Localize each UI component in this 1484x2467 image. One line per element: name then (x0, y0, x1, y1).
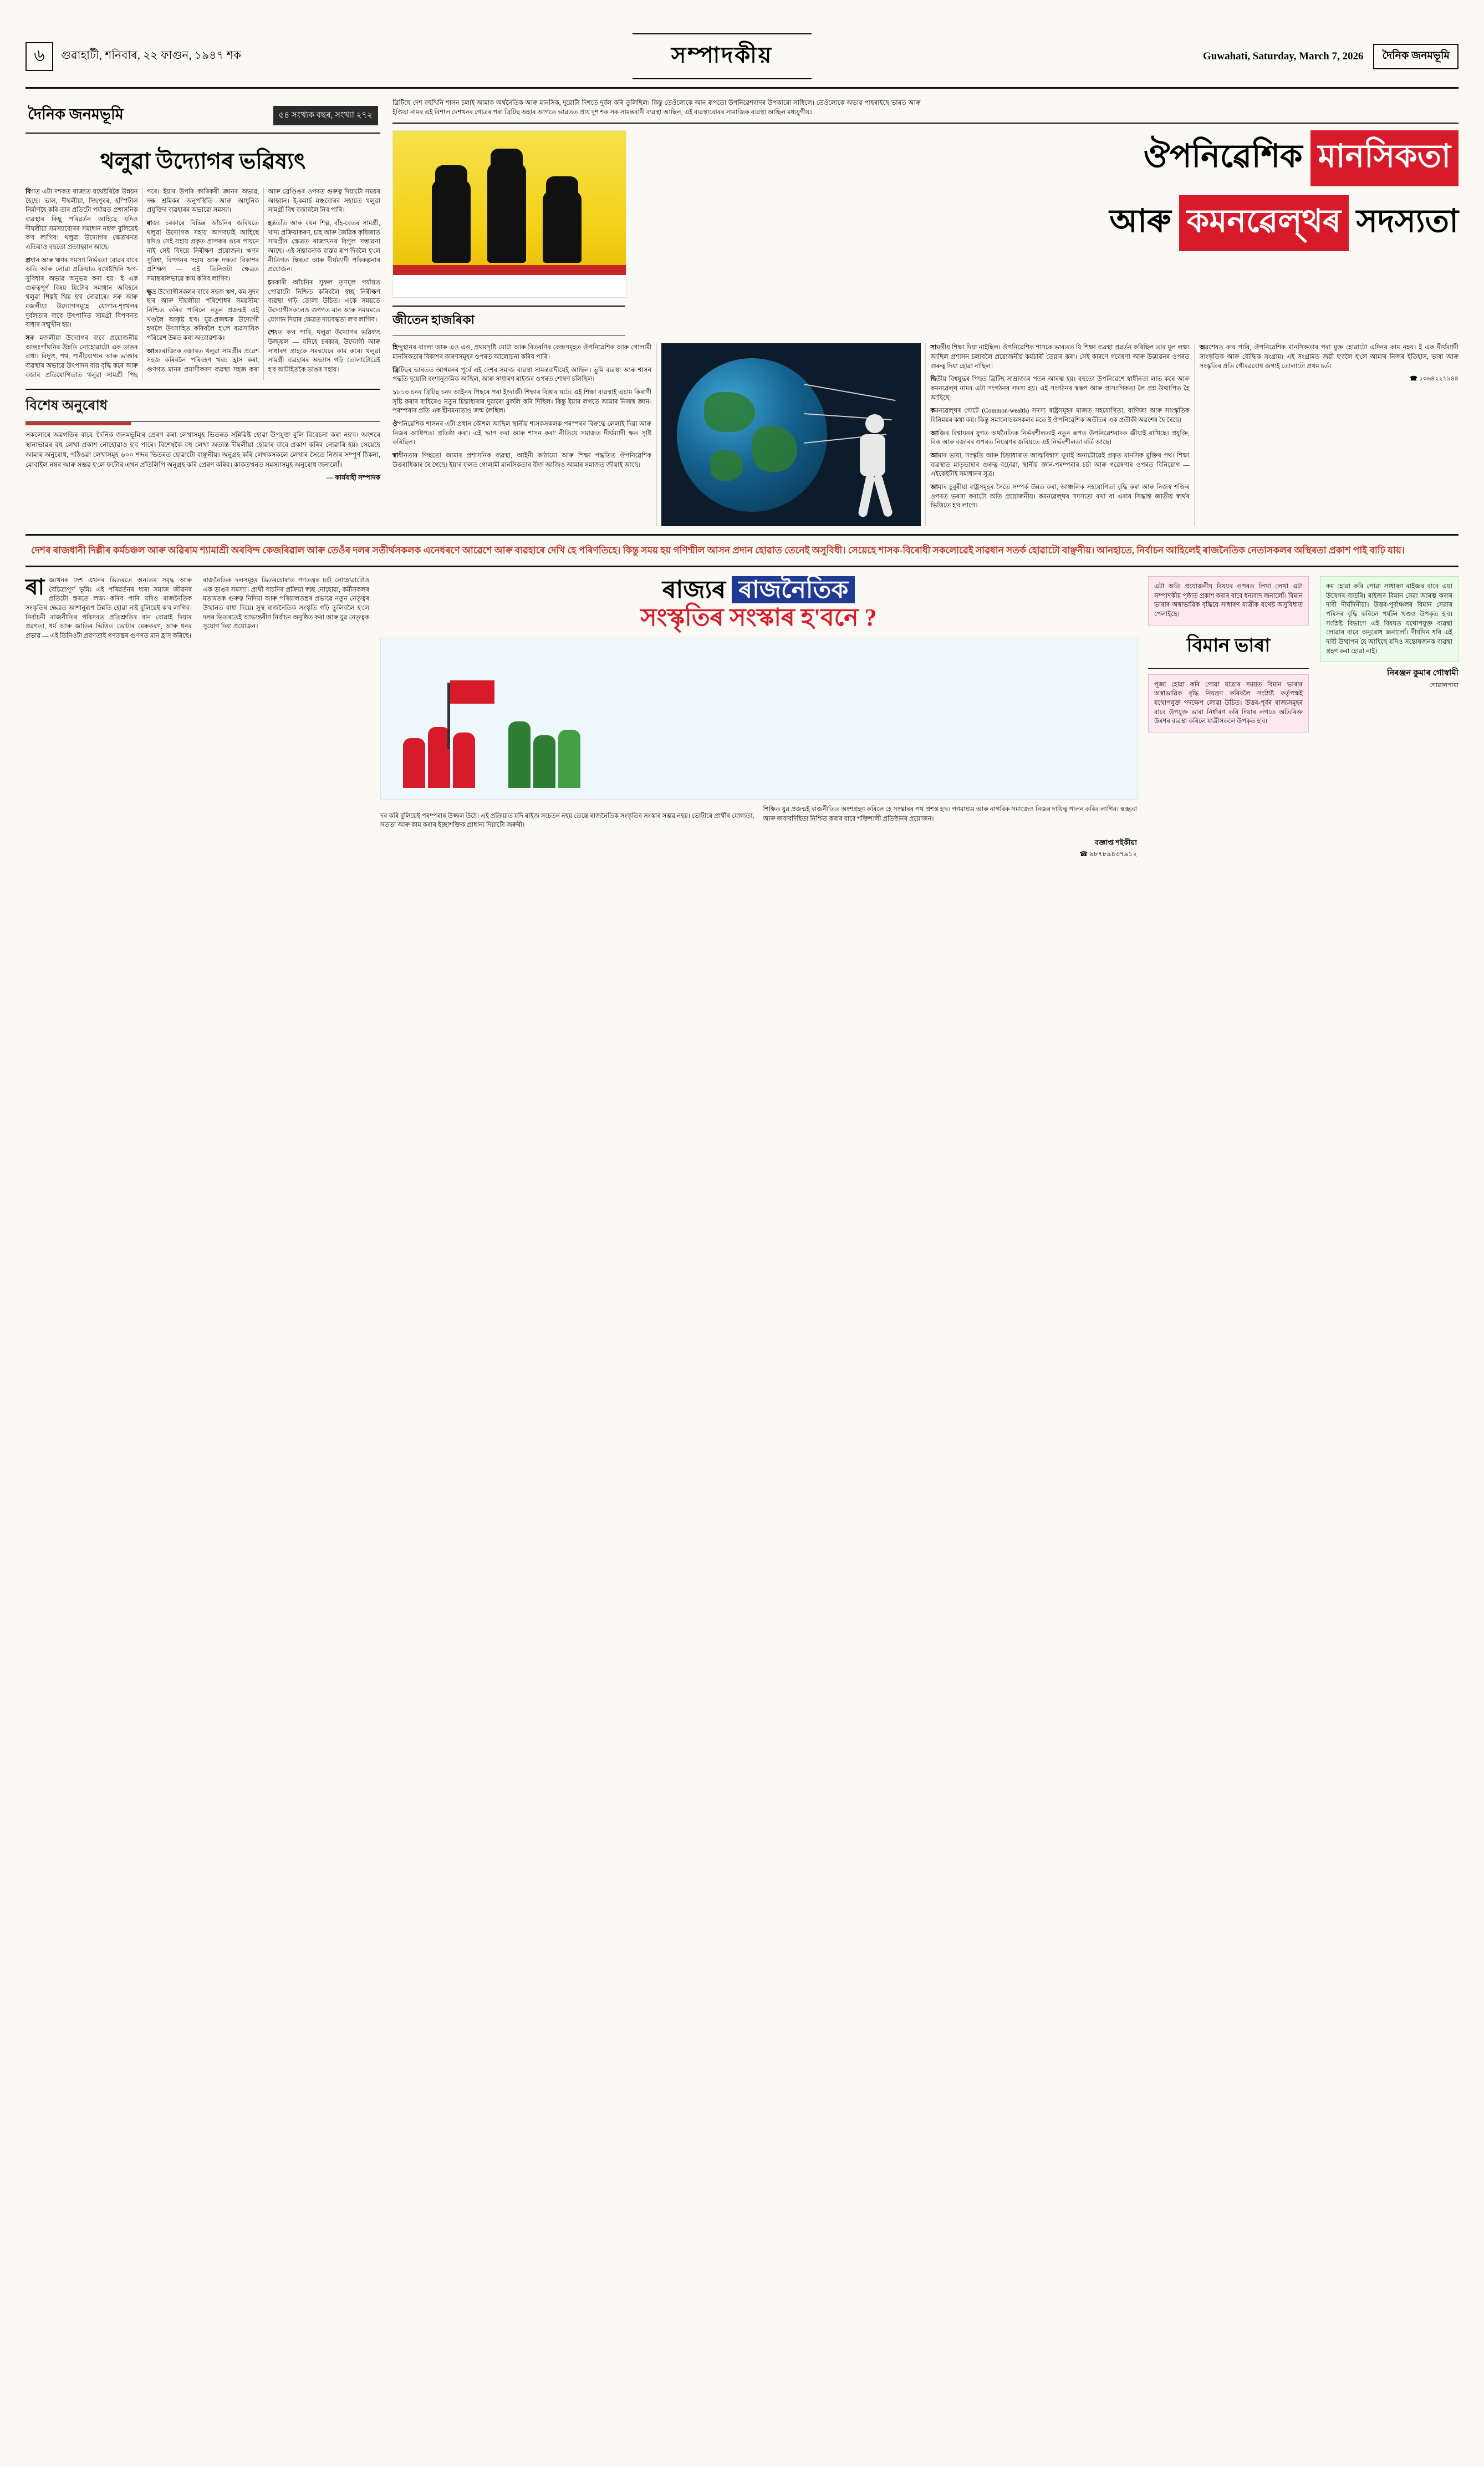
main-article-body (392, 343, 1458, 526)
article-paragraph: ঔপনিৱেশিক শাসনৰ এটা প্ৰধান কৌশল আছিল স্থানীয় শাসকসকলক পৰস্পৰৰ বিৰুদ্ধে লেলাই দিয়া আৰু নিজৰ আধিপত্য প্ৰতিষ্ঠা কৰা। এই 'ভাগ কৰা আৰু শাসন কৰা' নীতিয়ে সমাজত দীৰ্ঘম্যাদী ক্ষত সৃষ্টি কৰিছিল। (392, 421, 652, 446)
masthead-right (1203, 44, 1458, 69)
editorial-paragraph: প্ৰধান আৰু ঋণৰ সমস্যা নিৰ্ভৰতা বোৱৰ বাবে অতি আৰু লোৱা প্ৰক্ৰিয়াত যথেষ্টখিনি ঋণ-সুবিধাৰ অভাৱ অনুভৱ কৰা হয়। ই এক গুৰুত্বপূৰ্ণ বিষয় যিটোৰ সমাধান অবিহনে থলুৱা শিল্পই থিয় হ'ব নোৱাৰে। সৰু আৰু মজলীয়া উদ্যোগসমূহে যোগান-শৃংখলৰ দুৰ্বলতাৰ বাবে উৎপাদিত সামগ্ৰী বিপণনত বাধাৰ সন্মুখীন হয়। (26, 257, 138, 329)
feature-column (392, 99, 1458, 526)
feature-title-highlight: ৰাজনৈতিক (732, 576, 855, 603)
paper-identity-bar (26, 99, 380, 134)
bottom-section (26, 576, 1458, 861)
bottom-article-b (203, 576, 369, 861)
editorial-paragraph: হস্ততাঁত আৰু বয়ন শিল্প, বাঁহ-বেতৰ সামগ্ৰী, খাদ্য প্ৰক্ৰিয়াকৰণ, চাহ আৰু জৈৱিক কৃষিজাত সামগ্ৰীৰ ক্ষেত্ৰত ৰাজ্যখনৰ বিপুল সম্ভাৱনা আছে। এই সম্ভাৱনাক বাস্তৱ ৰূপ দিবলৈ হ'লে নীতিগত স্থিৰতা আৰু দীৰ্ঘম্যাদী পৰিকল্পনাৰ প্ৰয়োজন। (268, 220, 380, 273)
special-request-sign: — কাৰ্যবাহী সম্পাদক (327, 474, 380, 482)
letters-column-2 (1320, 576, 1458, 861)
special-request-body: সকলোৰে অৱগতিৰ বাবে 'দৈনিক জনমভূমি'ৰ প্ৰেৰণ কৰা লেখাসমূহ ভিতৰত সন্নিৱিষ্ট হোৱা উপযুক্ত বুলি বিবেচনা কৰা নহ'ব। অংশৰে স্থানাভাৱৰ বহু লেখা প্ৰকাশ নোহোৱাও হ'ব পাৰে। বিশেষকৈ বহু লেখা অত্যন্ত দীঘলীয়া হোৱাৰ বাবে প্ৰকাশ কৰিব নোৱাৰি হয়। সেয়েহে আমাৰ অনুৰোধ, পঠিওৱা লেখাসমূহ ৬০০ শব্দৰ ভিতৰত হোৱাটো বাঞ্ছনীয়। অনুগ্ৰহ কৰি লেখকসকলে লেখাৰ সৈতে নিজৰ সম্পূৰ্ণ ঠিকনা, মোবাইল নম্বৰ আৰু সম্ভৱ হ'লে ফটোৰ এখন প্ৰতিলিপি অনুগ্ৰহ কৰি প্ৰেৰণ কৰিব। কাকতখনত সমস্যাসমূহ অনুৰোধ জনালোঁ। (26, 431, 380, 469)
article-paragraph: ব্ৰিটিছৰ ভাৰতত আগমনৰ পূৰ্বে এই দেশৰ সমাজ ব্যৱস্থা সামন্তবাদীয়েই আছিল। ভূমি ব্যৱস্থা আৰু শাসন পদ্ধতি দুয়োটা বংশানুক্ৰমিক আছিল, আৰু সাধাৰণ ৰাইজৰ ওপৰত শোষণ চলিছিল। (392, 367, 652, 383)
highlight-banner (26, 534, 1458, 567)
editorial-paragraph: চৰকাৰী আঁচনিৰ সুফল তৃণমূল পৰ্যায়ত পোৱাটো নিশ্চিত কৰিবলৈ স্বচ্ছ নিৰীক্ষণ ব্যৱস্থা গঢ়ি তোলা উচিত। একে সময়তে উদ্যোগীসকলেও গুণগত মান আৰু সময়মতে যোগান দিয়াৰ ক্ষেত্ৰত দায়বদ্ধতা ল'ব লাগিব। (268, 279, 380, 323)
globe-chained-illustration (661, 343, 920, 526)
feature-author: বজ্ঞাপ্ত শইকীয়া (1094, 838, 1137, 847)
top-strip-text: ব্ৰিটিছে দেশ বহুখিনি শাসন চলাই আমাক অৰ্থনৈতিক আৰু মানসিক, দুয়োটা দিশতে দুৰ্বল কৰি তুলিছিল। কিন্তু তেওঁলোকে আন ৰূপতো উপনিৱেশবাদৰ উপকাৰো সাধিলে। তেওঁলোকে অভাৱ পাহৰাইছে ভাৰত আৰু ইণ্ডিয়া নামৰ এই বিশাল দেশখনৰ গোত্ৰৰ পৰা ব্ৰিটিছ অহাৰ আগতে ভাৱতত প্ৰায় দুশ শক সক সামন্তবাদী ব্যৱস্থা আছিল, এই ব্যৱস্থাবোৰৰ সামাজিক ব্যৱস্থা আছিল মধ্যযুগীয়। (392, 99, 1458, 124)
hero-block (392, 130, 1458, 298)
letter2-body: কম হোৱা কৰি পোৱা সাধাৰণ ৰাইজৰ বাবে এয়া উদ্বেগৰ বাতৰি। ৰাইজৰ বিমান সেৱা আৰম্ভ কৰাৰ দাবী দীৰ্ঘদিনীয়া। উত্তৰ-পূৰ্বাঞ্চলৰ বিমান সেৱাৰ পৰিসৰ বৃদ্ধি কৰিলে পৰ্যটন খণ্ডও উপকৃত হ'ব। সংশ্লিষ্ট বিভাগে এই বিষয়ত যথোপযুক্ত ব্যৱস্থা লোৱাৰ বাবে অনুৰোধ জনালোঁ। দীৰ্ঘদিন ধৰি এই দাবী উত্থাপন হৈ আহিছে যদিও সন্তোষজনক ব্যৱস্থা গ্ৰহণ কৰা হোৱা নাই। (1320, 576, 1458, 662)
letter2-author: নিৰঞ্জন কুমাৰ গোস্বামী (1387, 669, 1458, 678)
bottom-article-a-text: জ্যখনৰ দেশ এখনৰ ভিতৰতে অন্যতম সমৃদ্ধ আৰু বৈচিত্ৰ্যপূৰ্ণ ভূমি। এই পৰিৱৰ্তনৰ ধাৰা সমাজ জীৱনৰ প্ৰতিটো স্তৰতে লক্ষ্য কৰিব পাৰি যদিও ৰাজনৈতিক সংস্কৃতিৰ ক্ষেত্ৰত আশানুৰূপ উন্নতি হোৱা নাই বুলিয়েই ক'ব লাগিব। নিৰ্বাচনী ৰাজনীতিৰ পৰিসৰত প্ৰতিশ্ৰুতিৰ বান বোৱাই দিয়াৰ প্ৰৱণতা, ধৰ্ম আৰু জাতিৰ ভিত্তিত ভোটাৰ মেৰুকৰণ, আৰু ধনৰ প্ৰভাৱ — এই তিনিওটা প্ৰৱণতাই গণতন্ত্ৰৰ গুণগত মান হ্ৰাস কৰিছে। (26, 577, 192, 639)
masthead-logo: দৈনিক জনমভূমি (1373, 44, 1458, 69)
protest-crowd-illustration (380, 638, 1138, 800)
article-paragraph: স্বাধীনতাৰ পিছতো আমাৰ প্ৰশাসনিক ব্যৱস্থা, আইনী কাঠামো আৰু শিক্ষা পদ্ধতিত ঔপনিৱেশিক উত্তৰাধিকাৰ ৰৈ গৈছে। ইয়াৰ ফলত গোলামী মানসিকতাৰ বীজ আজিও আমাৰ সমাজত জীয়াই আছে। (392, 452, 652, 469)
editorial-body (26, 187, 380, 380)
author-contact: ☎ ১৩৬৪২২৭৯৪৪ (1410, 375, 1458, 383)
page-number: ৬ (26, 42, 53, 71)
special-request-title: বিশেষ অনুৰোধ (26, 390, 380, 422)
drop-cap: ৰা (26, 574, 45, 599)
bottom-article-b-text: ৰাজনৈতিক দলসমূহৰ ভিতৰচোৰাত গণতন্ত্ৰৰ চৰ্চা নোহোৱাটোও এক ডাঙৰ সমস্যা। প্ৰাৰ্থী বাচনিৰ প্ৰক্ৰিয়া স্বচ্ছ নোহোৱা, কৰ্মীসকলৰ মতামতক গুৰুত্ব নিদিয়া আৰু পৰিয়ালতন্ত্ৰৰ প্ৰভাৱে নতুন নেতৃত্বৰ উত্থানত বাধা দিয়ে। সুস্থ ৰাজনৈতিক সংস্কৃতি গঢ়ি তুলিবলৈ হ'লে দলৰ ভিতৰতেই আভ্যন্তৰীণ নিৰ্বাচন অনুষ্ঠিত কৰা আৰু যুৱ নেতৃত্বক সুযোগ দিয়া প্ৰয়োজন। (203, 577, 369, 630)
pulling-figure (850, 412, 900, 512)
masthead-left (26, 42, 241, 71)
article-paragraph: আজিৰ বিশ্বায়নৰ যুগত অৰ্থনৈতিক নিৰ্ভৰশীলতাই নতুন ৰূপত উপনিৱেশবাদক জীয়াই ৰাখিছে। প্ৰযুক্তি, বিত্ত আৰু বজাৰৰ ওপৰত নিয়ন্ত্ৰণৰ জৰিয়তে এই নিৰ্ভৰশীলতা বৰ্তি আছে। (930, 430, 1190, 446)
letters-column (1148, 576, 1309, 861)
masthead (26, 33, 1458, 89)
editorial-paragraph: বিগত এটা দশকত ৰাজ্যত যথেষ্টৰিকৈ উন্নয়ন হৈছে। ভাল, দীঘলীয়া, দিছপুৰৰ, হস্পিটাল নিৰ্মাণহৈ কৰি তাৰ প্ৰতিটো পৰ্যায়ত প্ৰশাসনিক ব্যৱস্থাৰ কিছু পৰিৱৰ্তন আহিছে যদিও দীঘলীয়া সমস্যাবোৰৰ সমাধান নহ'ল বুলিয়েই ক'ব লাগিব। থলুৱা উদ্যোগৰ ক্ষেত্ৰখনত এতিয়াও বহুতো প্ৰত্যাহ্বান আছে। (26, 189, 138, 251)
editorial-paragraph: শেষত ক'ব পাৰি, থলুৱা উদ্যোগৰ ভৱিষ্যৎ উজ্জ্বল — যদিহে চৰকাৰ, উদ্যোগী আৰু সাধাৰণ গ্ৰাহকে সমন্বয়েৰে কাম কৰে। থলুৱা সামগ্ৰী ব্যৱহাৰৰ অভ্যাস গঢ়ি তোলাটোৱেই হ'ব আটাইতকৈ ডাঙৰ সহায়। (268, 329, 380, 374)
article-paragraph: সামন্তীয় শিক্ষা দিয়া নাইছিল। ঔপনিৱেশিক শাসকে ভাৰতত যি শিক্ষা ব্যৱস্থা প্ৰৱৰ্তন কৰিছিল তাৰ মূল লক্ষ্য আছিল প্ৰশাসন চলাবলৈ প্ৰয়োজনীয় কৰ্মচাৰী তৈয়াৰ কৰা। সেই কাৰণে গৱেষণা আৰু উদ্ভাৱনৰ ওপৰত গুৰুত্ব দিয়া হোৱা নাছিল। (930, 344, 1190, 370)
headline-highlight-2: কমনৱেল্থৰ (1179, 195, 1349, 251)
banner-text: দেশৰ ৰাজধানী দিল্লীৰ কৰ্মচঞ্চল আৰু অৱিৰাম শ্যামাশ্ৰী অৰবিন্দ কেজৰিৱাল আৰু তেওঁৰ দলৰ সতীৰ্থসকলক এনেধৰণে আৱেশে আৰু ব্যৱহাৰে দেখি হে পৰিণতিহে। কিন্তু সময় হয় গণিশ্মীল আসন প্ৰদান হোৱাত তেনেই অসুবিধী। সেয়েহে শাসক-বিৰোধী সকলোৱেই সাৱধান সতৰ্ক হোৱাটো বাঞ্ছনীয়। আনহাতে, নিৰ্বাচন আহিলেই ৰাজনৈতিক নেতাসকলৰ অস্থিৰতা প্ৰকাশ পাই বাঢ়ি যায়। (31, 545, 1405, 556)
letter-body: পূজা হোৱা কৰি পোৱা যাত্ৰাৰ সময়ত বিমান ভাৰাৰ অস্বাভাৱিক বৃদ্ধি নিয়ন্ত্ৰণ কৰিবলৈ সংশ্লিষ্ট কৰ্তৃপক্ষই যথোপযুক্ত পদক্ষেপ লোৱা উচিত। উত্তৰ-পূৰ্বৰ ৰাজ্যসমূহৰ বাবে উপযুক্ত ভাৰা নিৰ্ধাৰণ কৰি দিয়াৰ লগতে অতিৰিক্ত উৰণৰ ব্যৱস্থা কৰিলে যাত্ৰীসকলে উপকৃত হ'ব। (1148, 674, 1309, 733)
masthead-center (241, 33, 1203, 79)
feature-title-part1: ৰাজ্যৰ (662, 576, 726, 603)
feature-paragraph: শিক্ষিত যুৱ প্ৰজন্মই ৰাজনীতিত অংশগ্ৰহণ কৰিলে হে সংস্কাৰৰ পথ প্ৰশস্ত হ'ব। গণমাধ্যম আৰু নাগৰিক সমাজেও নিজৰ দায়িত্ব পালন কৰিব লাগিব। স্বচ্ছতা আৰু জবাবদিহিতা নিশ্চিত কৰাৰ বাবে শক্তিশালী প্ৰতিষ্ঠানৰ প্ৰয়োজন। (763, 806, 1137, 822)
bottom-article-a (26, 576, 192, 861)
editorial-paragraph: ৰাজ্য চৰকাৰে বিভিন্ন আঁচনিৰ জৰিয়তে থলুৱা উদ্যোগক সহায় আগবঢ়াই আহিছে যদিও সেই সহায় প্ৰকৃত প্ৰাপকৰ ওচৰ পায়নে নাই সেই বিষয়ে নিৰীক্ষণ প্ৰয়োজন। ঋণৰ সুবিধা, বিপণনৰ সহায় আৰু দক্ষতা বিকাশৰ প্ৰশিক্ষণ — এই তিনিওটা ক্ষেত্ৰত সমান্তৰালভাৱে কাম কৰিব লাগিব। (146, 220, 259, 283)
section-title: সম্পাদকীয় (633, 33, 812, 79)
letter2-place: গোৱালপাৰা (1429, 682, 1458, 689)
masthead-date-assamese: গুৱাহাটী, শনিবাৰ, ২২ ফাগুন, ১৯৪৭ শক (61, 49, 242, 62)
article-paragraph: দ্বিতীয় বিশ্বযুদ্ধৰ পিছত ব্ৰিটিছ সাম্ৰাজ্যৰ পতন আৰম্ভ হয়। বহুতো উপনিৱেশে স্বাধীনতা লাভ কৰে আৰু কমনৱেল্থ নামৰ এটা সংগঠনৰ সদস্য হয়। এই সংগঠনৰ স্বৰূপ আৰু প্ৰাসংগিকতা লৈ প্ৰশ্ন উত্থাপিত হৈ আহিছে। (930, 376, 1190, 401)
headline-part-3: সদস্যতা (1356, 203, 1458, 240)
divider (1148, 668, 1309, 669)
masthead-date-english: Guwahati, Saturday, March 7, 2026 (1203, 50, 1364, 62)
hero-headline (638, 130, 1458, 298)
editorial-paragraph: আন্তঃৰাজ্যিক বজাৰত থলুৱা সামগ্ৰীৰ প্ৰৱেশ সহজ কৰিবলৈ পৰিবহণ খৰচ হ্ৰাস কৰা, গুণগত মানৰ প্ৰমাণীকৰণ ব্যৱস্থা সহজ কৰা আৰু ব্ৰেণ্ডিঙৰ ওপৰত গুৰুত্ব দিয়াটো সময়ৰ আহ্বান। ই-কমাৰ্চ মঞ্চবোৰৰ সহায়ত থলুৱা সামগ্ৰী বিশ্ব বজাৰলৈ নিব পাৰি। (146, 189, 380, 374)
feature-body (380, 805, 1137, 833)
headline-part-1: ঔপনিৱেশিক (1143, 138, 1303, 175)
headline-highlight-1: মানসিকতা (1310, 130, 1458, 186)
editorial-paragraph: ক্ষুদ্ৰ উদ্যোগীসকলৰ বাবে সহজ ঋণ, কম সুদৰ হাৰ আৰু দীঘলীয়া পৰিশোধৰ সময়সীমা নিশ্চিত কৰিব পাৰিলে নতুন প্ৰজন্মই এই খণ্ডলৈ আকৃষ্ট হ'ব। যুৱ-প্ৰজন্মক উদ্যোগী হ'বলৈ উৎসাহিত কৰিবলৈ হ'লে ব্যৱসায়িক পৰিৱেশ উন্নত কৰা অত্যাৱশ্যক। (146, 288, 259, 342)
headline-part-2: আৰু (1109, 203, 1171, 240)
feature-title (380, 576, 1137, 632)
feature-bottom (380, 576, 1137, 861)
article-paragraph: অৱশেষত ক'ব পাৰি, ঔপনিৱেশিক মানসিকতাৰ পৰা মুক্ত হোৱাটো এদিনৰ কাম নহয়। ই এক দীৰ্ঘম্যাদী সাংস্কৃতিক আৰু বৌদ্ধিক সংগ্ৰাম। এই সংগ্ৰামত জয়ী হ'বলৈ হ'লে আমাৰ নিজৰ ইতিহাস, ভাষা আৰু সংস্কৃতিৰ প্ৰতি গৌৰৱবোধ জগাই তোলাটো প্ৰথম চৰ্ত। (1199, 344, 1458, 370)
globe-shape (677, 358, 827, 512)
feature-author-phone: ☎ ৯৮৭৮৯৪৩৭৯১২ (1079, 850, 1137, 858)
article-paragraph: হিন্দুস্থানৰ বাংলা আৰু এও এও, প্ৰথমসৃষ্টি মোটা আৰু বিতৰণিৰ কেন্দ্ৰসমূহত ঔপনিৱেশিক আৰু গোলামী মানসিকতাৰ বিকাশৰ কাৰণসমূহৰ ওপৰত আলোচনা কৰিব পাৰি। (392, 344, 652, 361)
article-paragraph: ১৮১৩ চনৰ ব্ৰিটিছ চনদ আইনৰ পিছৰে পৰা ইংৰাজী শিক্ষাৰ বিস্তাৰ ঘটে। এই শিক্ষা ব্যৱস্থাই এচাম কিৰাণী সৃষ্টি কৰাৰ বাহিৰেও নতুন চিন্তাধাৰাৰ দুৱাৰো মুকলি কৰি দিছিল। কিন্তু ইয়াৰ লগতে আমাৰ নিজস্ব জ্ঞান-পৰম্পৰাৰ প্ৰতি এক হীনমন্যতাও জন্ম লৈছিল। (392, 389, 652, 415)
issue-meta: ৫৪ সংখ্যক বছৰ, সংখ্যা ২৭২ (273, 106, 378, 125)
raised-fists-illustration (392, 130, 626, 298)
article-byline: জীতেন হাজৰিকা (392, 306, 625, 335)
letter-title: বিমান ভাৰা (1186, 635, 1271, 656)
article-paragraph: আমাৰ ভাষা, সংস্কৃতি আৰু চিন্তাধাৰাত আত্মবিশ্বাস ঘূৰাই অনাটোৱেই প্ৰকৃত মানসিক মুক্তিৰ পথ। শিক্ষা ব্যৱস্থাত মাতৃভাষাৰ গুৰুত্ব বঢ়োৱা, স্থানীয় জ্ঞান-পৰম্পৰাৰ চৰ্চা আৰু গৱেষণাৰ ওপৰত বিনিয়োগ — এইকেইটাই সমাধানৰ সূত্ৰ। (930, 452, 1190, 478)
letter-intro: এটা অতি প্ৰয়োজনীয় বিষয়ৰ ওপৰত লিখা লেখা এটা সম্পাদকীয় পৃষ্ঠাত প্ৰকাশ কৰাৰ বাবে ধন্যবাদ জনালোঁ। বিমান ভাৰাৰ অস্বাভাৱিক বৃদ্ধিয়ে সাধাৰণ যাত্ৰীক যথেষ্ট অসুবিধাত পেলাইছে। (1148, 576, 1309, 625)
editorial-paragraph: সৰু মজলীয়া উদ্যোগৰ বাবে প্ৰয়োজনীয় আন্তঃগাঁথনিৰ উন্নতি নোহোৱাটো এক ডাঙৰ বাধা। বিদ্যুৎ, পথ, পানীযোগান আৰু ভাণ্ডাৰ ব্যৱস্থাৰ অভাৱে উৎপাদন ব্যয় বৃদ্ধি কৰে আৰু বজাৰ প্ৰতিযোগিতাত থলুৱা সামগ্ৰী পিছ পৰে। ইয়াৰ উপৰি কাৰিকৰী জ্ঞানৰ অভাৱ, দক্ষ শ্ৰমিকৰ অনুপস্থিতি আৰু আধুনিক প্ৰযুক্তিৰ ব্যৱহাৰৰ অভাৱো সমস্যা। (26, 189, 259, 379)
special-request-box (26, 389, 380, 484)
editorial-title: থলুৱা উদ্যোগৰ ভৱিষ্যৎ (100, 149, 306, 174)
article-paragraph: আমাৰ চুবুৰীয়া ৰাষ্ট্ৰসমূহৰ সৈতে সম্পৰ্ক উন্নত কৰা, আঞ্চলিক সহযোগিতা বৃদ্ধি কৰা আৰু নিজস্ব শক্তিৰ ওপৰত ভৰসা কৰাটো অতি প্ৰয়োজনীয়। কমনৱেল্থৰ সদস্যতা ৰখা বা এৰাৰ সিদ্ধান্ত জাতীয় স্বাৰ্থৰ ভিত্তিতে হ'ব লাগে। (930, 484, 1190, 510)
paper-name: দৈনিক জনমভূমি (28, 106, 124, 123)
page-body (26, 99, 1458, 526)
editorial-column (26, 99, 380, 526)
article-paragraph: কমনৱেল্থৰ গোটে (Common-wealth) সদস্য ৰাষ্ট্ৰসমূহৰ মাজত সহযোগিতা, বাণিজ্য আৰু সাংস্কৃতিক বিনিময়ৰ কথা কয়। কিন্তু সমালোচকসকলৰ মতে ই ঔপনিৱেশিক অতীতৰ এক প্ৰতীকী অৱশেষ হৈ ৰৈছে। (930, 408, 1190, 424)
feature-subtitle: সংস্কৃতিৰ সংস্কাৰ হ'বনে ? (640, 604, 877, 632)
feature-paragraph: দৰ কৰি বুলিয়েই পৰম্পৰাৰ উজ্জল উঠে। এই প্ৰক্ৰিয়াত যদি ৰাইজ সচেতন নহয় তেন্তে ৰাজনৈতিক সংস্কৃতিৰ সংস্কাৰ সম্ভৱ নহয়। ভোটাৰে প্ৰাৰ্থীৰ যোগ্যতা, সততা আৰু কাম কৰাৰ ইচ্ছাশক্তিক প্ৰাধান্য দিয়াটো জৰুৰী। (380, 812, 754, 829)
